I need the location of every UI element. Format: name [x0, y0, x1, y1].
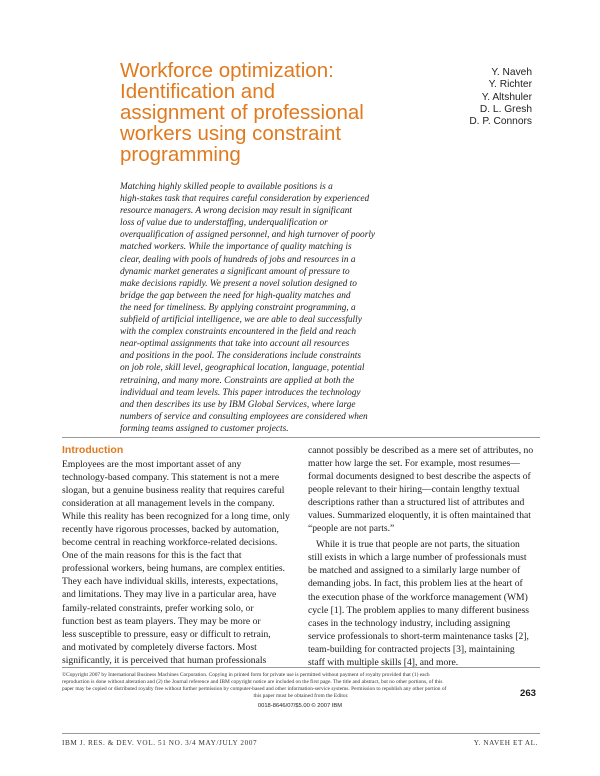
- abstract-line: and positions in the pool. The considerations include constraints: [120, 351, 361, 362]
- copyright-line: this paper must be obtained from the Editor.: [253, 693, 349, 699]
- abstract-line: bridge the gap between the need for high-quality matches and: [120, 290, 351, 301]
- body-line: still exists in which a large number of professionals must: [308, 552, 527, 564]
- footnote-divider: [62, 667, 540, 668]
- body-line: cannot possibly be described as a mere set of attributes, no: [308, 445, 534, 456]
- body-line: function best as team players. They may be more or: [62, 615, 261, 627]
- abstract-line: matched workers. While the importance of quality matching is: [120, 242, 352, 253]
- body-line: matter how large the set. For example, most resumes—: [308, 458, 520, 470]
- body-line: One of the main reasons for this is the fact that: [62, 550, 242, 562]
- abstract-line: Matching highly skilled people to available positions is a: [120, 182, 333, 192]
- abstract-line: subfield of artificial intelligence, we are able to deal successfully: [120, 315, 362, 326]
- body-line: staff with multiple skills [4], and more.: [308, 656, 459, 668]
- body-line: consideration at all management levels in the company.: [62, 498, 275, 510]
- abstract-line: on job role, skill level, geographical location, language, potential: [120, 363, 365, 374]
- abstract: [120, 181, 420, 435]
- journal-reference: IBM J. RES. & DEV. VOL. 51 NO. 3/4 MAY/JULY 2007: [62, 739, 258, 747]
- author-name: D. L. Gresh: [479, 103, 532, 115]
- abstract-line: clear, dealing with pools of hundreds of jobs and resources in a: [120, 254, 356, 265]
- body-line: and limitations. They may live in a particular area, have: [62, 589, 277, 601]
- body-line: values. Summarized eloquently, it is often maintained that: [308, 510, 531, 522]
- page-number: 263: [519, 688, 536, 699]
- author-name: Y. Richter: [488, 79, 532, 91]
- title-line: assignment of professional: [120, 101, 364, 124]
- title-line: workers using constraint: [120, 122, 342, 145]
- author-name: Y. Naveh: [491, 67, 532, 78]
- body-line: recently have rigorous processes, backed by automation,: [62, 524, 279, 536]
- body-line: service professionals to short-term maintenance tasks [2],: [308, 630, 529, 642]
- abstract-line: loss of value due to understaffing, underqualification or: [120, 218, 328, 229]
- title-line: programming: [120, 143, 241, 166]
- abstract-line: high-stakes task that requires careful consideration by experienced: [120, 194, 370, 205]
- body-line: While this reality has been recognized for a long time, only: [62, 511, 290, 523]
- body-line: They each have individual skills, interests, expectations,: [62, 576, 279, 588]
- running-author: Y. NAVEH ET AL.: [473, 739, 538, 747]
- abstract-line: forming teams assigned to customer projects.: [120, 423, 289, 434]
- body-line: formal documents designed to best describe the aspects of: [308, 471, 531, 483]
- abstract-line: overqualification of assigned personnel, and high turnover of poorly: [120, 230, 376, 241]
- abstract-line: retraining, and many more. Constraints are applied at both the: [120, 375, 355, 386]
- abstract-line: with the complex constraints encountered in the field and reach: [120, 327, 357, 338]
- body-line: become central in reaching workforce-related decisions.: [62, 537, 278, 549]
- body-line: cases in the technology industry, including assigning: [308, 617, 511, 629]
- copyright-line: paper may be copied or distributed royalty free without further permission by computer-based and other information-service systems. Permission to republish any other portion of: [62, 686, 447, 692]
- section-heading: Introduction: [62, 444, 124, 456]
- author-name: D. P. Connors: [469, 116, 532, 128]
- footer-divider: [62, 733, 540, 734]
- abstract-line: resource managers. A wrong decision may result in significant: [120, 206, 352, 217]
- body-line: be matched and assigned to a similarly large number of: [308, 565, 521, 577]
- paper-title: [120, 60, 420, 165]
- body-line: slogan, but a genuine business reality that requires careful: [62, 485, 285, 497]
- body-line: people relevant to their hiring—contain lengthy textual: [308, 484, 520, 496]
- body-column-right: [308, 444, 540, 669]
- abstract-line: make decisions rapidly. We present a novel solution designed to: [120, 278, 357, 289]
- body-line: significantly, it is perceived that human professionals: [62, 654, 267, 666]
- body-line: While it is true that people are not parts, the situation: [316, 539, 520, 551]
- body-line: descriptions rather than a structured list of attributes and: [308, 497, 525, 509]
- author-list: [469, 67, 532, 128]
- body-line: less susceptible to pressure, easy or difficult to retrain,: [62, 628, 271, 640]
- doi-line: 0018-8646/07/$5.00 © 2007 IBM: [257, 703, 343, 709]
- body-line: “people are not parts.”: [308, 523, 395, 535]
- section-divider: [62, 437, 540, 438]
- body-line: the execution phase of the workforce management (WM): [308, 591, 528, 603]
- body-line: professional workers, being humans, are complex entities.: [62, 563, 285, 575]
- author-name: Y. Altshuler: [481, 91, 532, 103]
- body-line: technology-based company. This statement is not a mere: [62, 472, 280, 484]
- body-line: Employees are the most important asset of any: [62, 459, 242, 470]
- copyright-notice: [62, 672, 540, 700]
- title-line: Identification and: [120, 80, 276, 103]
- body-line: and motivated by completely diverse factors. Most: [62, 641, 257, 653]
- body-line: demanding jobs. In fact, this problem lies at the heart of: [308, 578, 523, 590]
- copyright-line: reproduction is done without alteration and (2) the Journal reference and IBM copyright notice are included on the first page. The title and abstract, but no other portions, of this: [62, 679, 443, 685]
- body-line: team-building for contracted projects [3], maintaining: [308, 643, 515, 655]
- body-line: cycle [1]. The problem applies to many different business: [308, 604, 530, 616]
- abstract-line: numbers of service and consulting employees are considered when: [120, 411, 368, 422]
- body-column-left: [62, 458, 298, 667]
- body-line: family-related constraints, prefer working solo, or: [62, 602, 254, 614]
- copyright-line: ©Copyright 2007 by International Business Machines Corporation. Copying in printed form for private use is permitted without payment of royalty provided that (1) each: [62, 672, 430, 678]
- abstract-line: individual and team levels. This paper introduces the technology: [120, 387, 361, 398]
- abstract-line: the need for timeliness. By applying constraint programming, a: [120, 302, 356, 313]
- abstract-line: near-optimal assignments that take into account all resources: [120, 339, 350, 350]
- abstract-line: and then describes its use by IBM Global Services, where large: [120, 399, 356, 410]
- abstract-line: dynamic market generates a significant amount of pressure to: [120, 266, 350, 277]
- title-line: Workforce optimization:: [120, 59, 334, 82]
